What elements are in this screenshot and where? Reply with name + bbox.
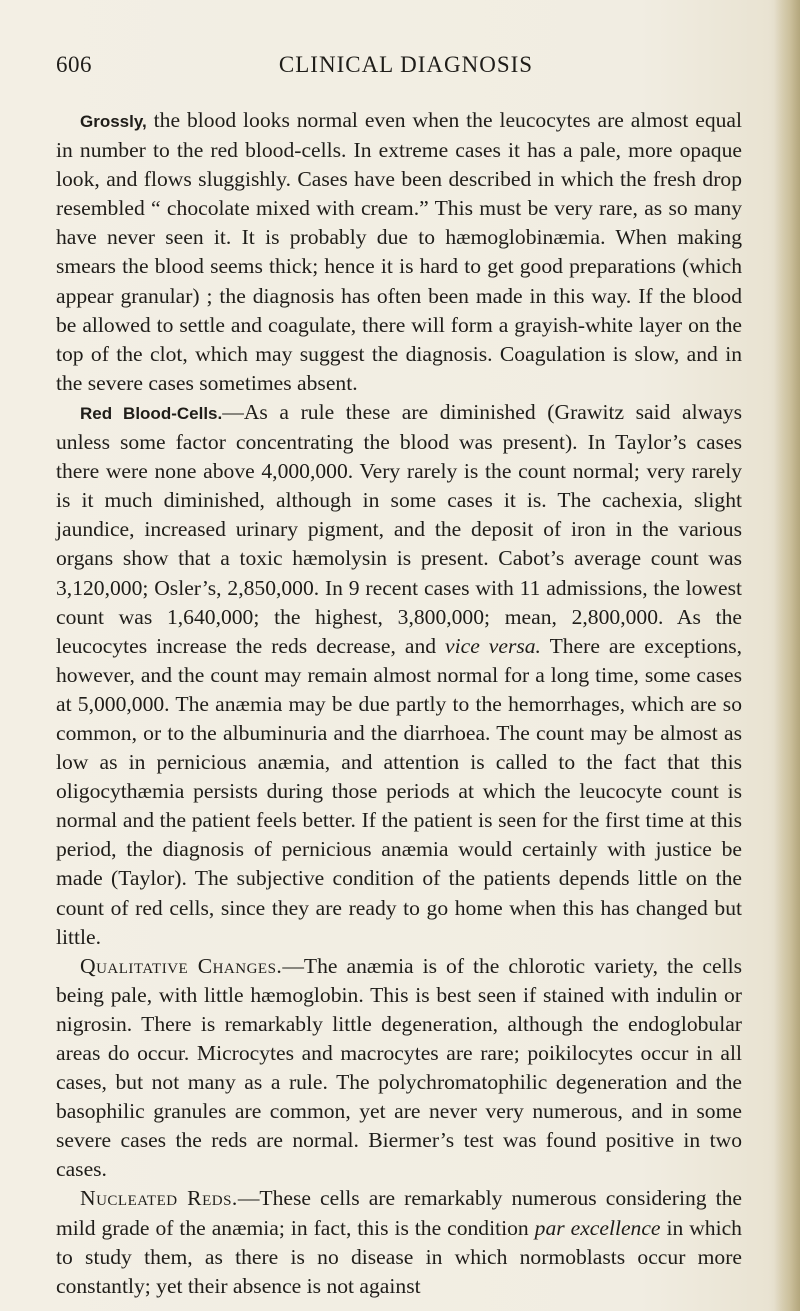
paragraph-text: —As a rule these are diminished (Grawitz said always unless some factor concentrating the blood was present). In Taylor’s cases there were none above 4,000,000. Very rarely is the count normal; very rarely is it much diminished, although in some cases it is. The cachexia, slight jaundice, increased urinary pigment, and the deposit of iron in the various organs show that a toxic hæmolysin is present. Cabot’s average count was 3,120,000; Osler’s, 2,850,000. In 9 recent cases with 11 admissions, the lowest count was 1,640,000; the highest, 3,800,000; mean, 2,800,000. As the leucocytes increase the reds decrease, and xyxy=(56,399,742,658)
paragraph-nucleated-reds xyxy=(56,1184,742,1300)
running-title: CLINICAL DIAGNOSIS xyxy=(278,52,534,77)
page-header xyxy=(56,52,756,82)
paragraph-lead: Nucleated Reds. xyxy=(80,1186,238,1211)
paragraph-text: —The anæmia is of the chlorotic variety, the cells being pale, with little hæmoglobin. This is best seen if stained with indulin or nigrosin. There is remarkably little degeneration, although the endoglobular areas do occur. Microcytes and macrocytes are rare; poikilocytes occur in all cases, but not many as a rule. The polychromatophilic degeneration and the basophilic granules are common, yet are never very numerous, and in some severe cases the reds are normal. Biermer’s test was found positive in two cases. xyxy=(56,953,742,1182)
paragraph-qualitative-changes xyxy=(56,952,742,1185)
italic-phrase: par excellence xyxy=(534,1215,661,1240)
page-number: 606 xyxy=(56,52,92,77)
paragraph-text: in which to study them, as there is no disease in which normoblasts occur more constantly; yet their absence is not against xyxy=(56,1215,742,1298)
italic-phrase: vice versa. xyxy=(445,633,541,658)
paragraph-lead: Red Blood-Cells. xyxy=(80,403,223,423)
paragraph-text: There are exceptions, however, and the count may remain almost normal for a long time, some cases at 5,000,000. The anæmia may be due partly to the hemorrhages, which are so common, or to the albuminuria and the diarrhoea. The count may be almost as low as in pernicious anæmia, and attention is called to the fact that this oligocythæmia persists during those periods at which the leucocyte count is normal and the patient feels better. If the patient is seen for the first time at this period, the diagnosis of pernicious anæmia would certainly with justice be made (Taylor). The subjective condition of the patients depends little on the count of red cells, since they are ready to go home when this has changed but little. xyxy=(56,633,742,949)
paragraph-lead: Qualitative Changes. xyxy=(80,953,283,978)
page-edge-shadow xyxy=(774,0,800,1311)
paragraph-lead: Grossly, xyxy=(80,112,147,131)
paragraph-grossly xyxy=(56,106,742,398)
paragraph-text: the blood looks normal even when the leucocytes are almost equal in number to the red blood-cells. In extreme cases it has a pale, more opaque look, and flows sluggishly. Cases have been described in which the fresh drop resembled “ chocolate mixed with cream.” This must be very rare, as so many have never seen it. It is probably due to hæmoglobinæmia. When making smears the blood seems thick; hence it is hard to get good preparations (which appear granular) ; the diagnosis has often been made in this way. If the blood be allowed to settle and coagulate, there will form a grayish-white layer on the top of the clot, which may suggest the diagnosis. Coagulation is slow, and in the severe cases sometimes absent. xyxy=(56,108,742,395)
body-text xyxy=(56,106,742,1301)
paragraph-red-blood-cells xyxy=(56,398,742,952)
paragraph-text: —These cells are remarkably numerous considering the mild grade of the anæmia; in fact, this is the condition xyxy=(56,1186,742,1240)
